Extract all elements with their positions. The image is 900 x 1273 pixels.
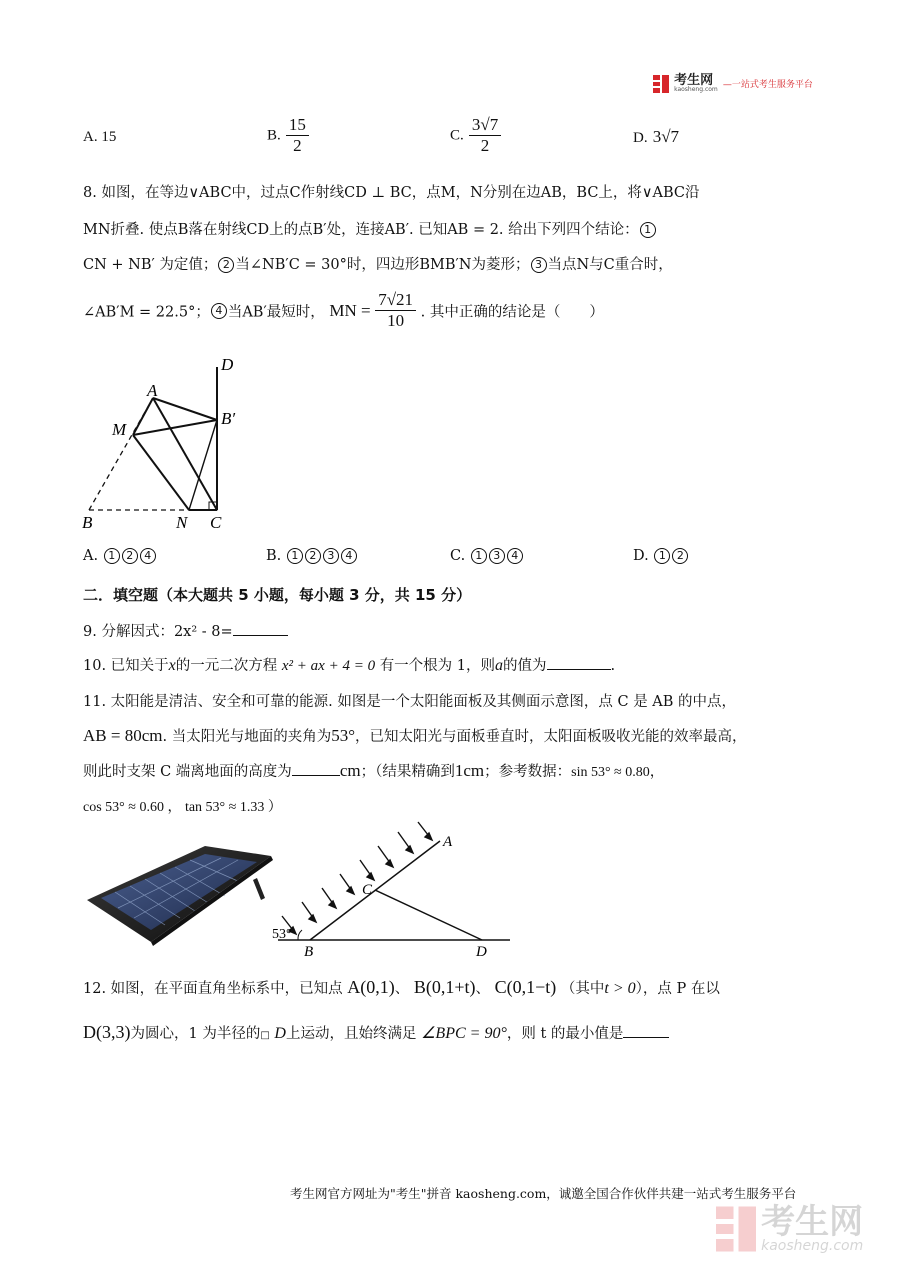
header-logo bbox=[653, 73, 813, 93]
angle-arc bbox=[298, 930, 302, 940]
q7-option-c: C. $\frac{3√7}{2}$ bbox=[450, 115, 501, 157]
segment-mb1 bbox=[133, 420, 217, 435]
label-c: C bbox=[210, 513, 222, 532]
q8-option-c: C. 1 3 4 bbox=[450, 548, 524, 564]
q8-figure bbox=[78, 352, 248, 537]
q7-option-b: B. $\frac{15}{2}$ bbox=[267, 115, 309, 157]
brand-name: 考生网 bbox=[674, 73, 714, 88]
q11-line4: cos 53° ≈ 0.60 ， tan 53° ≈ 1.33 ） bbox=[83, 800, 282, 815]
watermark-domain: kaosheng.com bbox=[761, 1238, 864, 1254]
watermark-logo-icon bbox=[716, 1205, 756, 1253]
solar-panel-image bbox=[85, 838, 275, 948]
sun-rays bbox=[282, 822, 432, 934]
watermark-brand: 考生网 bbox=[761, 1202, 864, 1242]
q12-line1: 12. 如图，在平面直角坐标系中，已知点 A(0,1)、 B(0,1+t)、 C(0,1−t) （其中t > 0），点 P 在以 bbox=[83, 977, 720, 997]
q12-line2: D(3,3)为圆心，1 为半径的□ D上运动，且始终满足 ∠BPC = 90°，则 t 的最小值是 bbox=[83, 1022, 669, 1043]
footer-watermark bbox=[716, 1202, 864, 1254]
q8-line4: ∠AB′M = 22.5°； 4 当AB′最短时， MN = $\frac{7√21}{10}$ . 其中正确的结论是（ ） bbox=[83, 290, 604, 331]
label-a: A bbox=[147, 381, 158, 400]
label-d: D bbox=[476, 944, 487, 960]
q8-line1: 8. 如图，在等边∨ABC中，过点C作射线CD ⊥ BC，点M，N分别在边AB，BC上，将∨ABC沿 bbox=[83, 185, 700, 201]
q8-option-d: D. 1 2 bbox=[633, 548, 689, 564]
label-b: B bbox=[82, 513, 93, 532]
q11-figure bbox=[268, 818, 518, 968]
q8-line2: MN折叠. 使点B落在射线CD上的点B′处，连接AB′. 已知AB = 2. 给出下列四个结论： 1 bbox=[83, 218, 657, 239]
q7-option-d: D. 3√7 bbox=[633, 127, 680, 146]
q8-option-b: B. 1 2 3 4 bbox=[266, 548, 358, 564]
q11-line2: AB = 80cm. 当太阳光与地面的夹角为53°，已知太阳光与面板垂直时，太阳面板吸收光能的效率最高， bbox=[83, 726, 747, 745]
q9: 9. 分解因式：2x² - 8= bbox=[83, 620, 288, 641]
support-cd bbox=[375, 890, 482, 940]
label-angle: 53° bbox=[272, 927, 292, 942]
segment-nb1 bbox=[189, 420, 217, 510]
segment-ma bbox=[133, 398, 153, 435]
brand-domain: kaosheng.com bbox=[674, 86, 718, 93]
q7-option-a: A. 15 bbox=[83, 129, 117, 145]
label-b: B bbox=[304, 944, 314, 960]
q8-option-a: A. 1 2 4 bbox=[83, 548, 157, 564]
label-b-prime: B′ bbox=[221, 409, 236, 428]
brand-slogan: —一站式考生服务平台 bbox=[722, 80, 813, 90]
q10: 10. 已知关于x的一元二次方程 x² + ax + 4 = 0 有一个根为 1，则a的值为 . bbox=[83, 657, 616, 674]
label-n: N bbox=[176, 513, 188, 532]
q8-line3: CN + NB′ 为定值； 2 当∠NB′C = 30°时，四边形BMB′N为菱形； 3 当点N与C重合时， bbox=[83, 257, 673, 273]
segment-ac bbox=[153, 398, 217, 510]
brand-logo-icon bbox=[653, 75, 669, 93]
footer-text: 考生网官方网址为"考生"拼音 kaosheng.com，诚邀全国合作伙伴共建一站式考生服务平台 bbox=[290, 1186, 797, 1201]
section-title: 二．填空题（本大题共 5 小题，每小题 3 分，共 15 分） bbox=[83, 586, 472, 604]
q11-line3: 则此时支架 C 端离地面的高度为 cm；（结果精确到1cm；参考数据：sin 53° ≈ 0.80， bbox=[83, 761, 665, 780]
label-a: A bbox=[443, 834, 453, 850]
q11-line1: 11. 太阳能是清洁、安全和可靠的能源. 如图是一个太阳能面板及其侧面示意图，点 C 是 AB 的中点， bbox=[83, 694, 737, 710]
label-m: M bbox=[112, 420, 127, 439]
label-d: D bbox=[221, 355, 234, 374]
label-c: C bbox=[362, 882, 373, 898]
